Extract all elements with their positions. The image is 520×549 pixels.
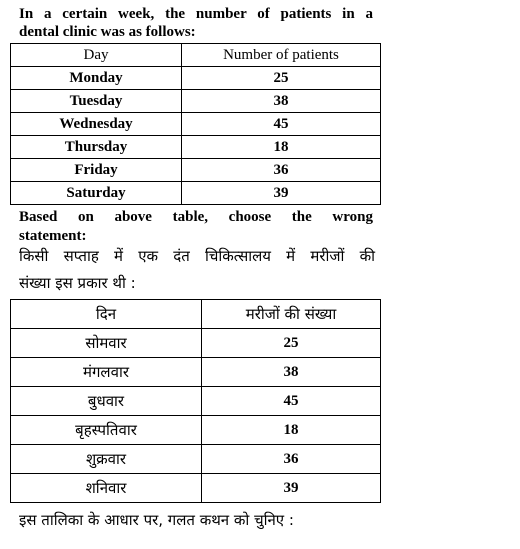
patients-cell: 45 [182,113,381,136]
patients-cell: 39 [202,474,381,503]
question-prompt-line-2: statement: [19,228,87,244]
day-cell: शुक्रवार [11,445,202,474]
question-intro-line-2: dental clinic was as follows: [19,24,196,40]
patients-cell: 18 [202,416,381,445]
table-header-row [11,300,381,329]
day-cell: बृहस्पतिवार [11,416,202,445]
patients-cell: 38 [182,90,381,113]
day-cell: Friday [11,159,182,182]
hindi-intro-line-2: संख्या इस प्रकार थी : [19,274,136,292]
day-cell: मंगलवार [11,358,202,387]
table-row [11,445,381,474]
day-cell: बुधवार [11,387,202,416]
patients-cell: 36 [202,445,381,474]
table-header-row [11,44,381,67]
table-row [11,474,381,503]
question-prompt-line-1: Based on above table, choose the wrong [19,209,373,225]
patients-cell: 38 [202,358,381,387]
table-row [11,90,381,113]
patients-cell: 25 [182,67,381,90]
question-intro-line-1: In a certain week, the number of patients in a [19,6,373,22]
day-cell: शनिवार [11,474,202,503]
column-header-day: दिन [11,300,202,329]
column-header-patients: Number of patients [182,44,381,67]
patients-table-english [10,43,381,205]
patients-cell: 39 [182,182,381,205]
day-cell: Wednesday [11,113,182,136]
patients-table-hindi [10,299,381,503]
table-row [11,358,381,387]
day-cell: Saturday [11,182,182,205]
day-cell: Tuesday [11,90,182,113]
patients-cell: 18 [182,136,381,159]
table-row [11,136,381,159]
table-row [11,329,381,358]
patients-cell: 25 [202,329,381,358]
column-header-patients: मरीजों की संख्या [202,300,381,329]
table-row [11,67,381,90]
day-cell: Thursday [11,136,182,159]
day-cell: Monday [11,67,182,90]
table-row [11,387,381,416]
table-row [11,113,381,136]
day-cell: सोमवार [11,329,202,358]
table-row [11,159,381,182]
column-header-day: Day [11,44,182,67]
table-row [11,416,381,445]
patients-cell: 36 [182,159,381,182]
table-row [11,182,381,205]
hindi-intro-line-1: किसी सप्ताह में एक दंत चिकित्सालय में मरीजों की [19,247,375,265]
hindi-prompt: इस तालिका के आधार पर, गलत कथन को चुनिए : [19,511,294,529]
patients-cell: 45 [202,387,381,416]
